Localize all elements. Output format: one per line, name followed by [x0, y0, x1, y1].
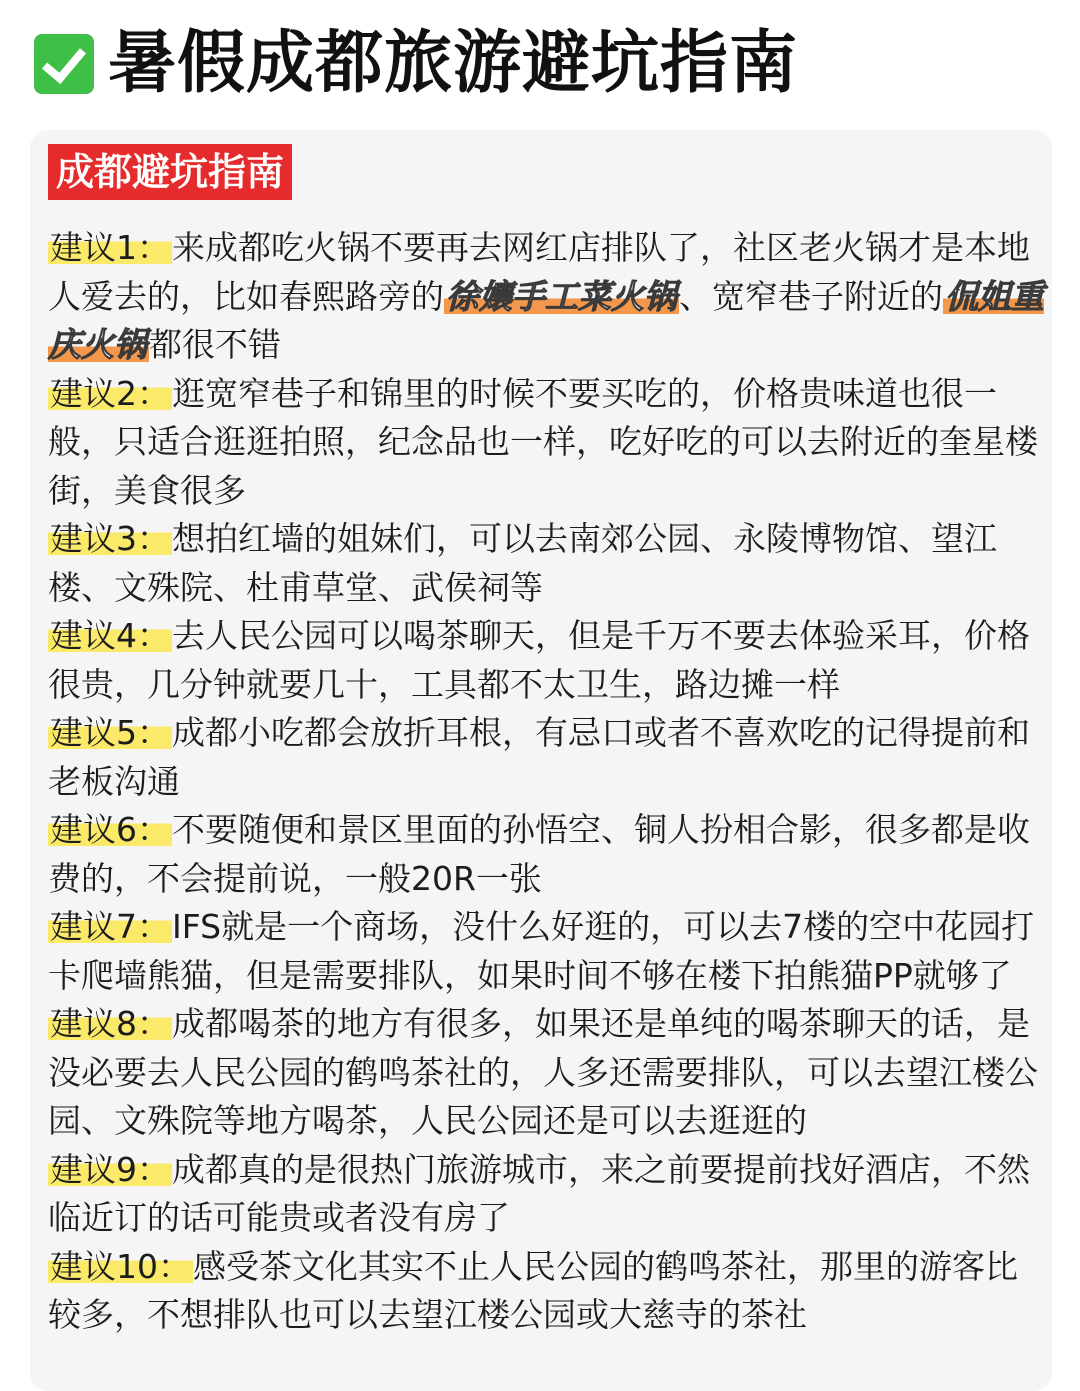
tip-label: 建议4：	[50, 616, 170, 655]
tip-text: 来成都吃火锅不要再去网红店排队了，社区老火锅才是本地人爱去的，比如春熙路旁的	[48, 228, 1030, 316]
tip-label: 建议3：	[50, 519, 170, 558]
tip-item	[48, 806, 1046, 903]
restaurant-highlight: 徐孃手工菜火锅	[446, 276, 677, 316]
tip-item	[48, 370, 1046, 516]
tip-text: 成都喝茶的地方有很多，如果还是单纯的喝茶聊天的话，是没必要去人民公园的鹤鸣茶社的，人多还需要排队，可以去望江楼公园、文殊院等地方喝茶，人民公园还是可以去逛逛的	[48, 1004, 1038, 1140]
tip-label: 建议7：	[50, 907, 170, 946]
tip-text: 成都真的是很热门旅游城市，来之前要提前找好酒店，不然临近订的话可能贵或者没有房了	[48, 1149, 1030, 1237]
tip-text: 成都小吃都会放折耳根，有忌口或者不喜欢吃的记得提前和老板沟通	[48, 713, 1030, 801]
tip-item	[48, 1243, 1046, 1340]
tip-label: 建议9：	[50, 1149, 170, 1189]
tip-item	[48, 1146, 1046, 1243]
tip-text: 感受茶文化其实不止人民公园的鹤鸣茶社，那里的游客比较多，不想排队也可以去望江楼公园或大慈寺的茶社	[48, 1246, 1018, 1334]
tip-label: 建议1：	[50, 228, 170, 267]
tip-item	[48, 709, 1046, 806]
tip-item	[48, 612, 1046, 709]
section-label: 成都避坑指南	[48, 144, 292, 200]
tip-text: 去人民公园可以喝茶聊天，但是千万不要去体验采耳，价格很贵，几分钟就要几十，工具都不太卫生，路边摊一样	[48, 616, 1030, 704]
checkmark-icon	[34, 34, 94, 94]
tips-list	[48, 224, 1046, 1340]
tip-label: 建议2：	[50, 373, 170, 413]
tip-item	[48, 903, 1046, 1000]
tip-item	[48, 515, 1046, 612]
guide-card	[30, 130, 1052, 1391]
tip-text: 不要随便和景区里面的孙悟空、铜人扮相合影，很多都是收费的，不会提前说，一般20R一张	[48, 810, 1030, 898]
tip-label: 建议10：	[50, 1246, 191, 1286]
tip-label: 建议6：	[50, 810, 170, 849]
restaurant-highlight: 侃姐重庆火锅	[48, 276, 1044, 364]
tip-item	[48, 1000, 1046, 1146]
tip-label: 建议5：	[50, 713, 170, 752]
tip-label: 建议8：	[50, 1004, 170, 1043]
tip-text: 都很不错	[149, 325, 281, 364]
tip-text: 逛宽窄巷子和锦里的时候不要买吃的，价格贵味道也很一般，只适合逛逛拍照，纪念品也一样，吃好吃的可以去附近的奎星楼街，美食很多	[48, 373, 1038, 510]
tip-item	[48, 224, 1046, 370]
page-title: 暑假成都旅游避坑指南	[108, 24, 799, 103]
tip-text: 想拍红墙的姐妹们，可以去南郊公园、永陵博物馆、望江楼、文殊院、杜甫草堂、武侯祠等	[48, 519, 997, 607]
tip-text: 、宽窄巷子附近的	[679, 276, 943, 316]
header	[34, 24, 798, 104]
tip-text: IFS就是一个商场，没什么好逛的，可以去7楼的空中花园打卡爬墙熊猫，但是需要排队，如果时间不够在楼下拍熊猫PP就够了	[48, 907, 1035, 995]
